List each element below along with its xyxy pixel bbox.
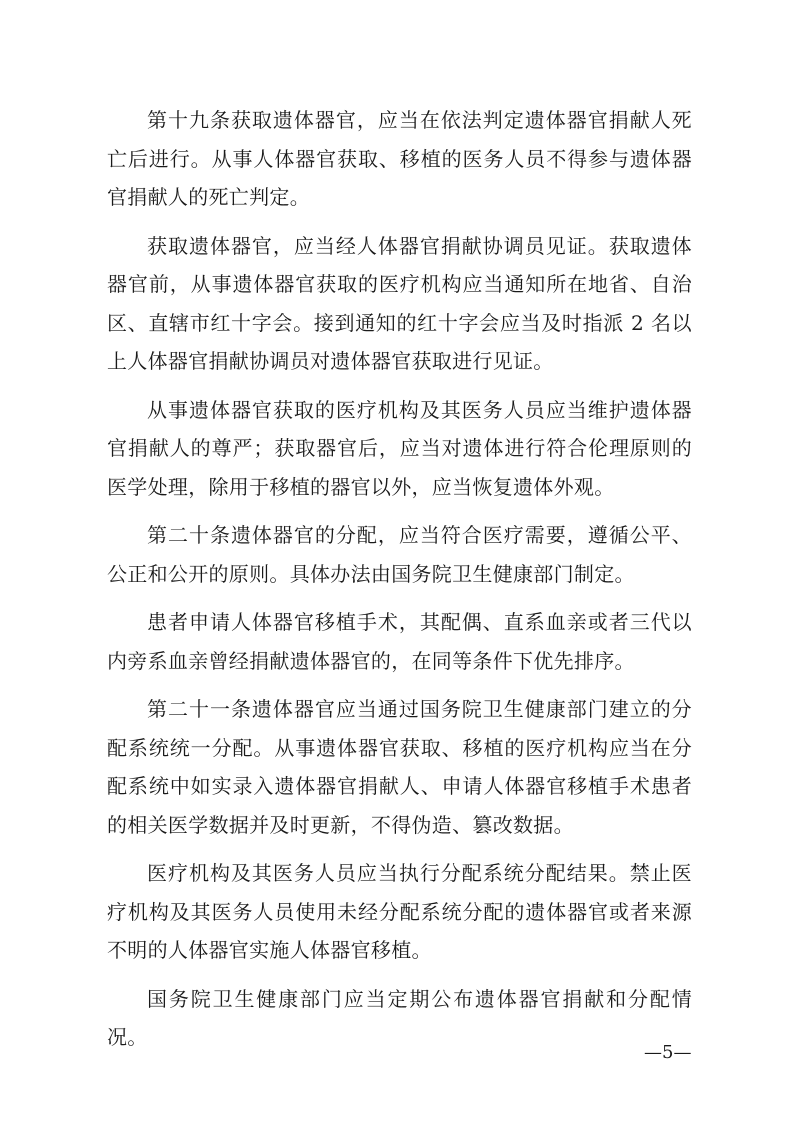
paragraph-dignity: 从事遗体器官获取的医疗机构及其医务人员应当维护遗体器官捐献人的尊严；获取器官后，应当对遗体进行符合伦理原则的医学处理，除用于移植的器官以外，应当恢复遗体外观。 — [107, 397, 692, 499]
document-body — [107, 101, 692, 1067]
page-number: —5— — [644, 1042, 692, 1063]
paragraph-article-20: 第二十条遗体器官的分配，应当符合医疗需要，遵循公平、公正和公开的原则。具体办法由国务院卫生健康部门制定。 — [107, 523, 692, 586]
paragraph-article-21: 第二十一条遗体器官应当通过国务院卫生健康部门建立的分配系统统一分配。从事遗体器官获取、移植的医疗机构应当在分配系统中如实录入遗体器官捐献人、申请人体器官移植手术患者的相关医学数据并及时更新，不得伪造、篡改数据。 — [107, 697, 692, 837]
paragraph-witness: 获取遗体器官，应当经人体器官捐献协调员见证。获取遗体器官前，从事遗体器官获取的医疗机构应当通知所在地省、自治区、直辖市红十字会。接到通知的红十字会应当及时指派 2 名以上人体器官捐献协调员对遗体器官获取进行见证。 — [107, 233, 692, 373]
paragraph-priority: 患者申请人体器官移植手术，其配偶、直系血亲或者三代以内旁系血亲曾经捐献遗体器官的，在同等条件下优先排序。 — [107, 610, 692, 673]
paragraph-allocation-result: 医疗机构及其医务人员应当执行分配系统分配结果。禁止医疗机构及其医务人员使用未经分配系统分配的遗体器官或者来源不明的人体器官实施人体器官移植。 — [107, 861, 692, 962]
paragraph-article-19: 第十九条获取遗体器官，应当在依法判定遗体器官捐献人死亡后进行。从事人体器官获取、移植的医务人员不得参与遗体器官捐献人的死亡判定。 — [107, 108, 692, 209]
paragraph-publication: 国务院卫生健康部门应当定期公布遗体器官捐献和分配情况。 — [107, 986, 692, 1049]
